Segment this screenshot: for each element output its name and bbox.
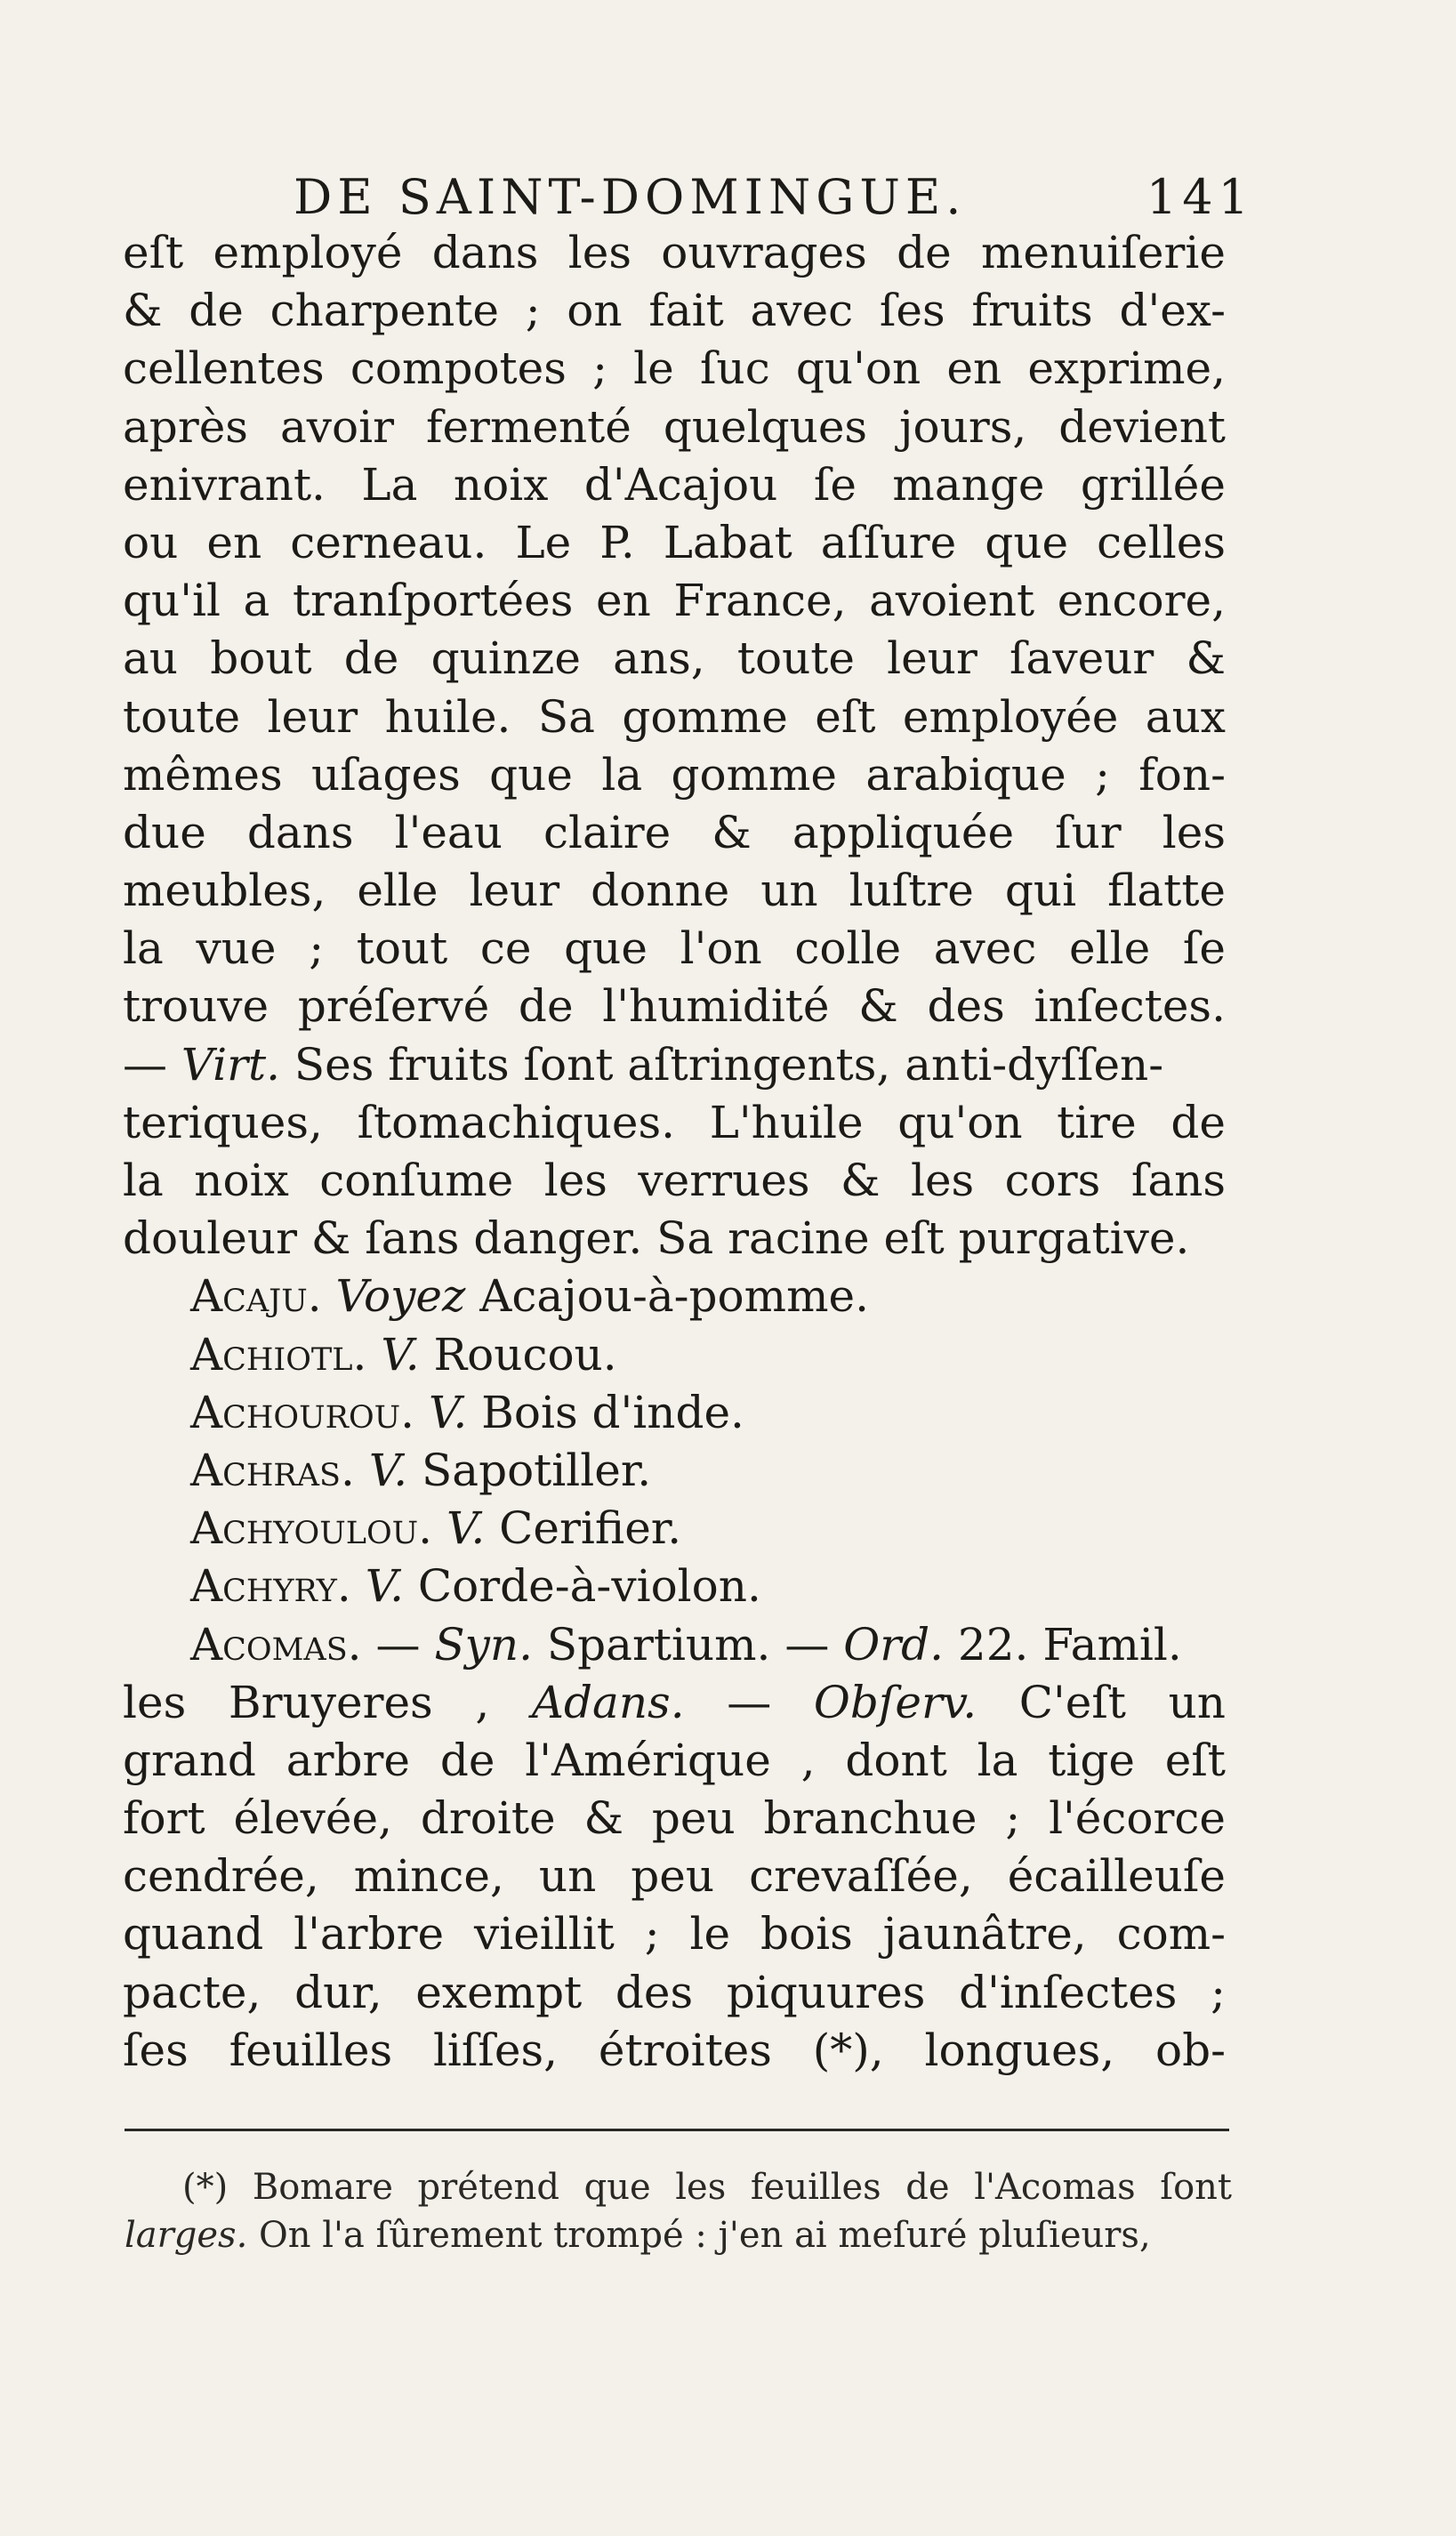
running-title: DE SAINT-DOMINGUE. <box>294 169 967 225</box>
text-line: ſes feuilles liſſes, étroites (*), longues, ob- <box>123 2024 1226 2076</box>
text-line: cellentes compotes ; le ſuc qu'on en exprime, <box>123 342 1226 395</box>
text-line: la vue ; tout ce que l'on colle avec elle ſe <box>123 922 1226 975</box>
entry-achourou <box>123 1384 1226 1442</box>
footnote <box>125 2163 1232 2259</box>
entry-achiotl <box>123 1326 1226 1384</box>
footnote-text: On l'a ſûrement trompé : j'en ai meſuré pluſieurs, <box>247 2215 1151 2256</box>
entry-target: Roucou. <box>433 1328 617 1381</box>
entry-acaju <box>123 1268 1226 1325</box>
entry-head: Achiotl. <box>190 1328 367 1381</box>
text-line: mêmes uſages que la gomme arabique ; fon- <box>123 748 1226 801</box>
footnote-rule <box>125 2129 1229 2131</box>
footnote-italic: larges. <box>125 2215 248 2256</box>
footnote-line-1: (*) Bomare prétend que les feuilles de l'Acomas ſont <box>182 2167 1232 2208</box>
entry-ref: V. <box>365 1560 404 1613</box>
text-line: toute leur huile. Sa gomme eſt employée aux <box>123 690 1226 743</box>
footnote-line-2 <box>125 2211 1232 2259</box>
text-line: grand arbre de l'Amérique , dont la tige eſt <box>123 1734 1226 1786</box>
acomas-line-1 <box>123 1616 1226 1674</box>
entry-target: Sapotiller. <box>422 1444 652 1496</box>
entry-achyoulou <box>123 1500 1226 1558</box>
author-adans: Adans. <box>531 1676 685 1728</box>
text-span: les Bruyeres , <box>123 1676 532 1728</box>
text-line: qu'il a tranſportées en France, avoient encore, <box>123 575 1226 627</box>
entry-ref: V. <box>381 1328 420 1381</box>
entry-achras <box>123 1442 1226 1500</box>
syn-text: Spartium. — <box>532 1618 844 1671</box>
main-text <box>123 224 1226 2080</box>
entry-head: Achyoulou. <box>190 1502 433 1555</box>
entry-ref: V. <box>446 1502 486 1555</box>
text-line: cendrée, mince, un peu crevaſſée, écailleuſe <box>123 1850 1226 1903</box>
entry-head: Acomas. <box>190 1618 362 1671</box>
entry-ref: V. <box>428 1386 468 1438</box>
page-number: 141 <box>1146 169 1254 225</box>
syn-label: Syn. <box>434 1618 533 1671</box>
entry-target: Bois d'inde. <box>481 1386 744 1438</box>
text-line: meubles, elle leur donne un luſtre qui flatte <box>123 865 1226 917</box>
text-line: douleur & ſans danger. Sa racine eſt purgative. <box>123 1212 1190 1265</box>
virtues-label: Virt. <box>181 1038 281 1091</box>
entry-head: Achyry. <box>190 1560 351 1613</box>
entry-achyry <box>123 1558 1226 1615</box>
text-line: la noix conſume les verrues & les cors ſans <box>123 1155 1226 1206</box>
text-line-virtues <box>123 1036 1226 1094</box>
dash: — <box>123 1038 181 1091</box>
entry-head: Achourou. <box>190 1386 415 1438</box>
text-line: fort élevée, droite & peu branchue ; l'écorce <box>123 1792 1226 1845</box>
text-line: quand l'arbre vieillit ; le bois jaunâtre, com- <box>123 1908 1226 1960</box>
text-line: après avoir fermenté quelques jours, devient <box>123 400 1226 453</box>
text-line: ou en cerneau. Le P. Labat aſſure que celles <box>123 516 1226 568</box>
entry-target: Corde-à-violon. <box>417 1560 761 1613</box>
running-header <box>294 169 1254 231</box>
observation-label: Obſerv. <box>813 1676 977 1728</box>
text-line: & de charpente ; on fait avec ſes fruits d'ex- <box>123 285 1226 337</box>
text-line: teriques, ſtomachiques. L'huile qu'on tire de <box>123 1096 1226 1148</box>
dash: — <box>361 1618 435 1671</box>
text-line: au bout de quinze ans, toute leur ſaveur & <box>123 632 1226 685</box>
entry-head: Achras. <box>190 1444 355 1496</box>
acomas-line-2 <box>123 1674 1226 1732</box>
text-line: enivrant. La noix d'Acajou ſe mange grillée <box>123 458 1226 511</box>
text-line: eſt employé dans les ouvrages de menuiſerie <box>123 227 1226 278</box>
ord-text: 22. Famil. <box>944 1618 1182 1671</box>
virtues-text: Ses fruits ſont aſtringents, anti-dyſſen- <box>280 1038 1164 1091</box>
entry-head: Acaju. <box>190 1270 322 1323</box>
entry-target: Acajou-à-pomme. <box>479 1270 869 1323</box>
text-line: trouve préſervé de l'humidité & des inſectes. <box>123 980 1226 1033</box>
text-line: due dans l'eau claire & appliquée ſur les <box>123 806 1226 858</box>
entry-target: Cerifier. <box>499 1502 682 1555</box>
text-line: pacte, dur, exempt des piquures d'inſectes ; <box>123 1966 1226 2018</box>
text-span: C'eſt un <box>977 1676 1226 1728</box>
text-span: — <box>684 1676 814 1728</box>
ord-label: Ord. <box>843 1618 945 1671</box>
entry-ref: V. <box>368 1444 408 1496</box>
entry-ref: Voyez <box>335 1270 466 1323</box>
